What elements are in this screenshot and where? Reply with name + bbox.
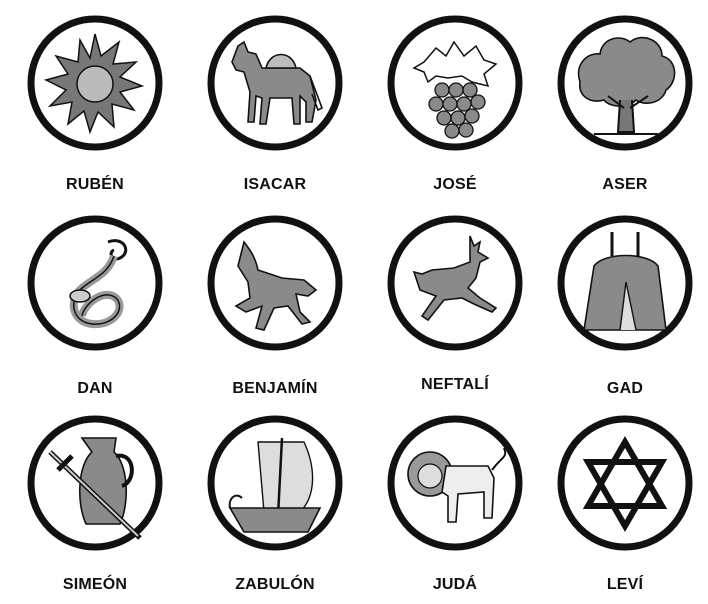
tribe-juda [370, 408, 540, 604]
grapes-icon [384, 12, 526, 154]
tribe-benjamin [190, 208, 360, 404]
tribe-label: SIMEÓN [62, 576, 128, 593]
tribe-aser [540, 8, 708, 204]
tribe-label: JOSÉ [433, 176, 477, 193]
tribe-ruben [10, 8, 180, 204]
tribe-label: ASER [602, 176, 648, 193]
tribe-label: ZABULÓN [235, 576, 315, 593]
tribe-zabulon [190, 408, 360, 604]
tribe-label: ISACAR [243, 176, 307, 193]
tribe-label: LEVÍ [606, 576, 644, 593]
serpent-icon [24, 212, 166, 354]
wolf-icon [204, 212, 346, 354]
tribe-simeon [10, 408, 180, 604]
tribe-label: BENJAMÍN [232, 380, 318, 397]
jug-and-sword-icon [24, 412, 166, 554]
tribe-dan [10, 208, 180, 404]
tribe-label: NEFTALÍ [421, 376, 489, 393]
tree-icon [554, 12, 696, 154]
tribe-label: RUBÉN [66, 176, 124, 193]
tribe-isacar [190, 8, 360, 204]
tribe-label: JUDÁ [432, 576, 478, 593]
tribe-levi [540, 408, 708, 604]
tribe-neftali [370, 208, 540, 404]
tribe-label: GAD [606, 380, 644, 397]
deer-icon [384, 212, 526, 354]
tent-icon [554, 212, 696, 354]
ship-icon [204, 412, 346, 554]
lion-icon [384, 412, 526, 554]
sun-icon [24, 12, 166, 154]
tribe-gad [540, 208, 708, 404]
star-of-david-icon [554, 412, 696, 554]
tribe-label: DAN [77, 380, 113, 397]
donkey-icon [204, 12, 346, 154]
tribe-jose [370, 8, 540, 204]
